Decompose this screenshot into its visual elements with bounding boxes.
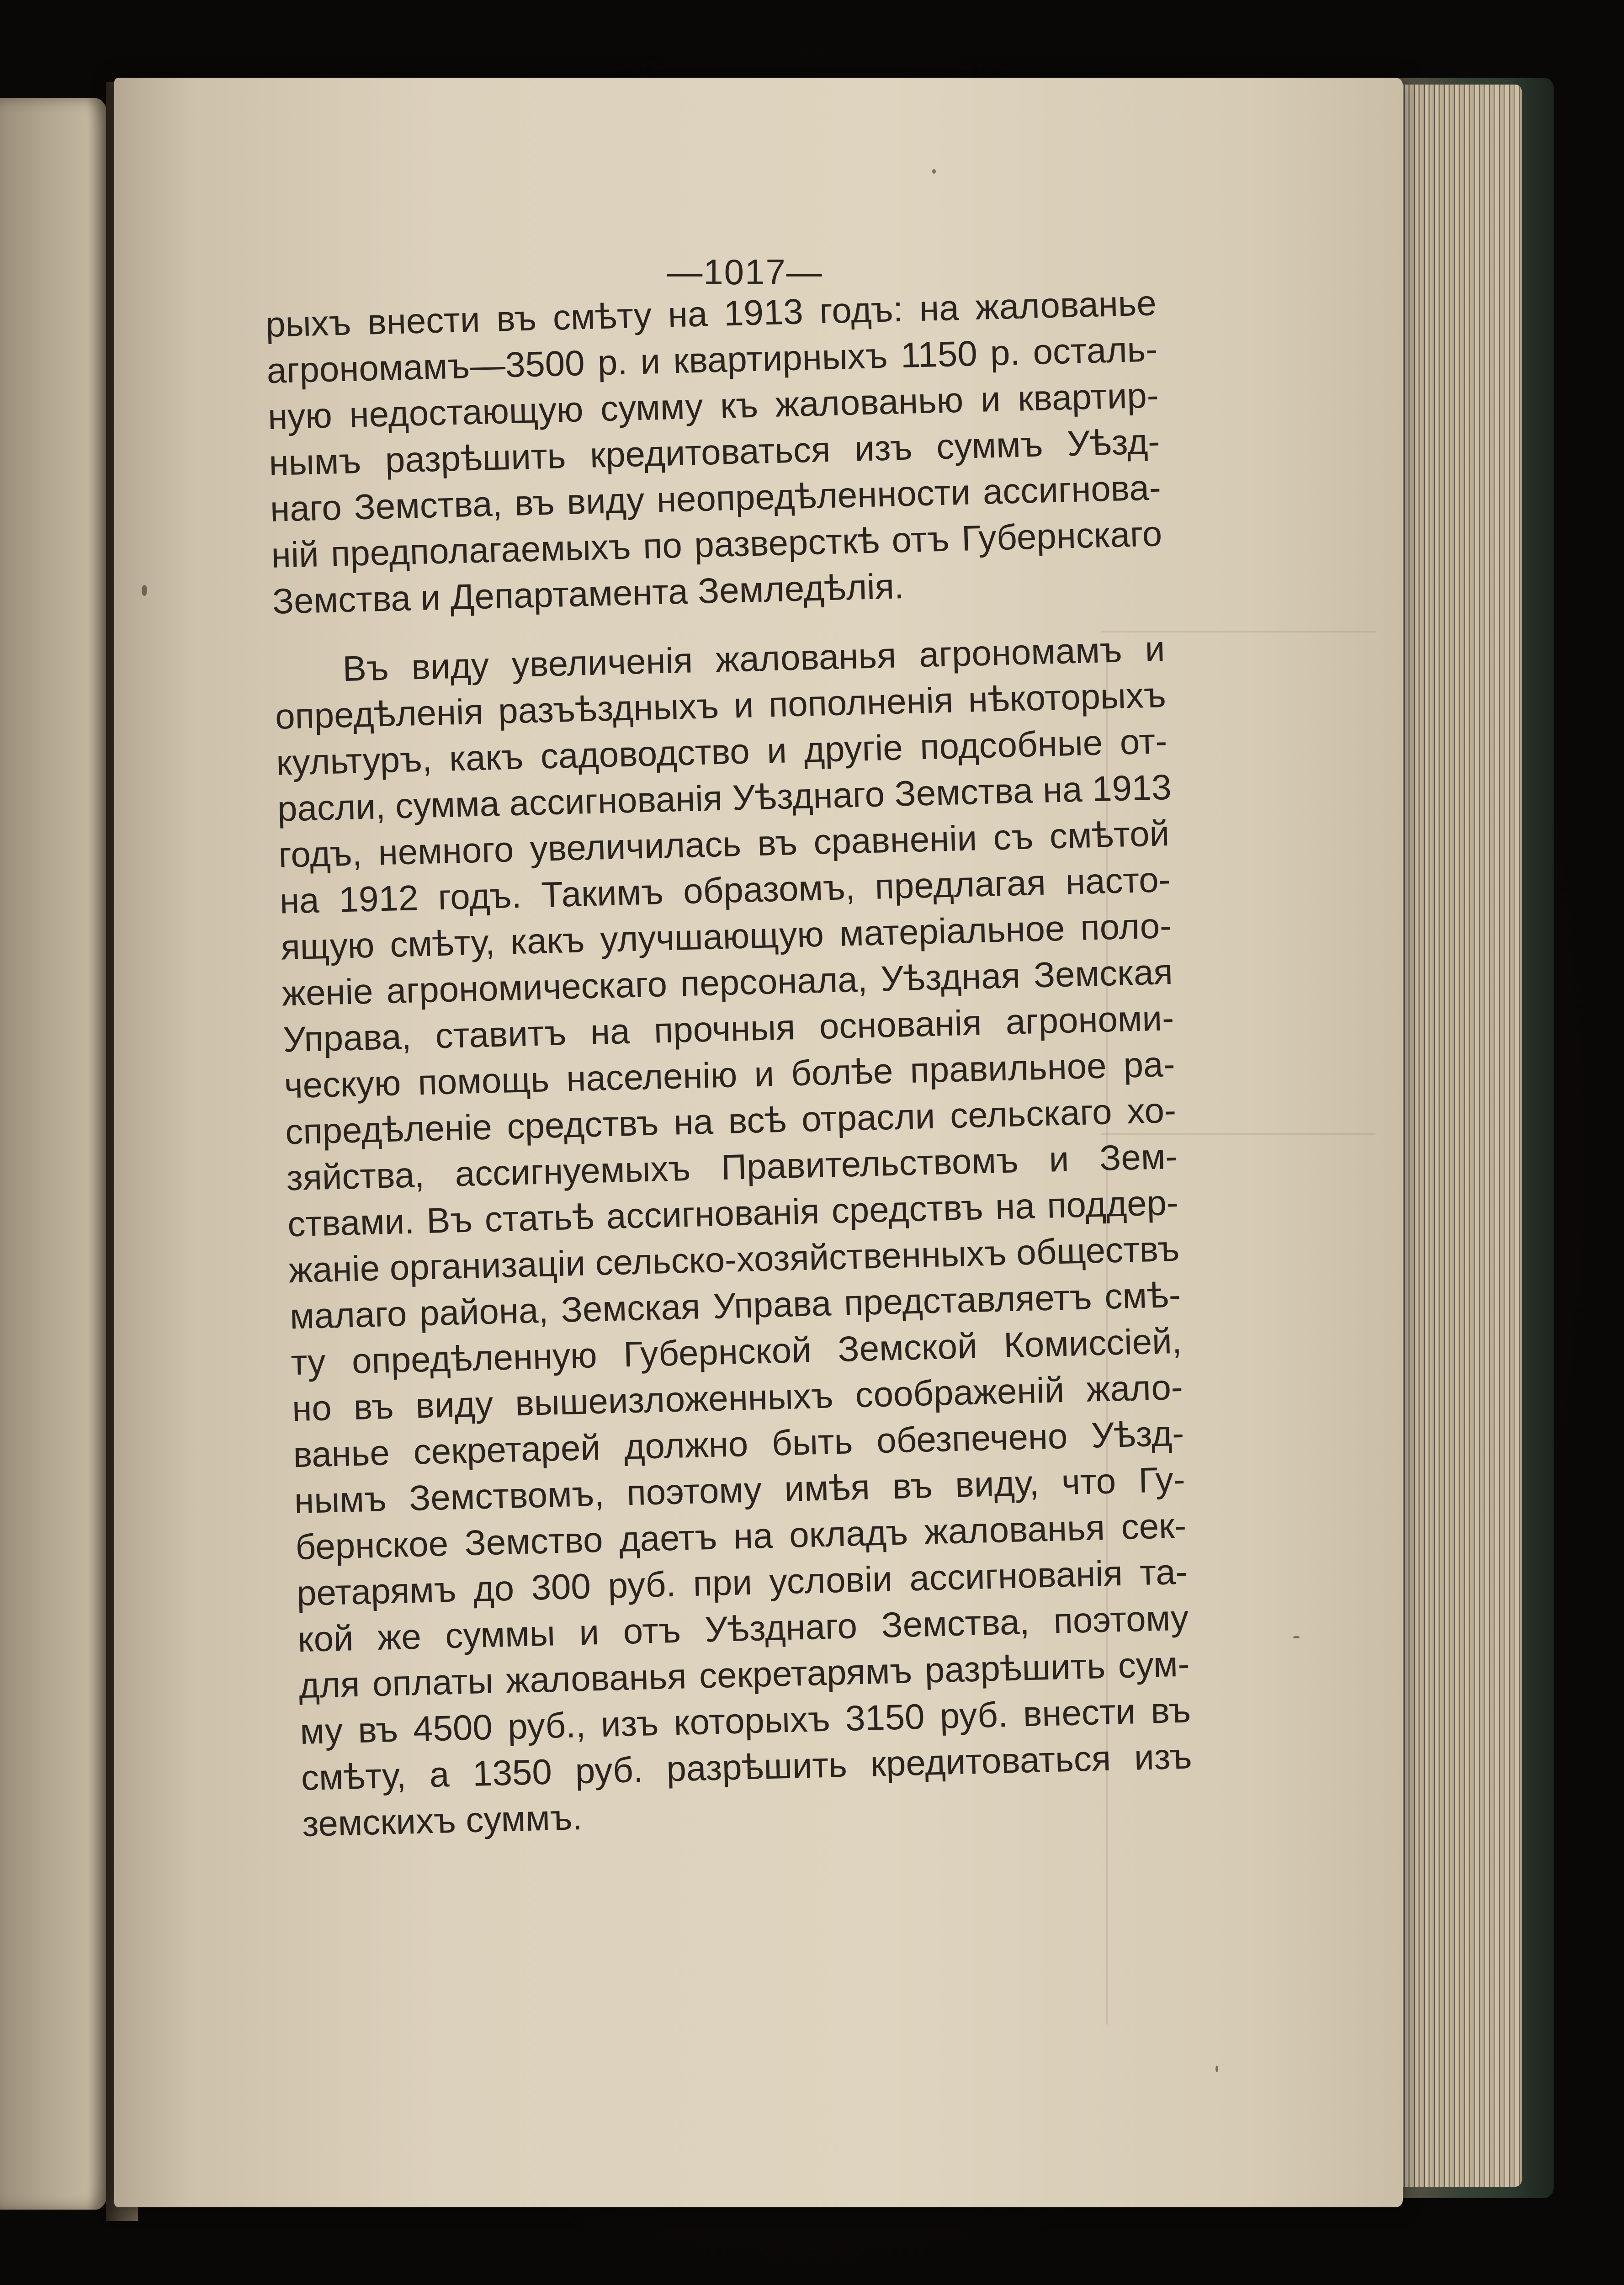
text-line: расли, сумма ассигнованія Уѣзднаго Земства на 1913: [277, 766, 1172, 829]
text-line: ванье секретарей должно быть обезпечено Уѣзд-: [292, 1413, 1185, 1475]
text-line: ствами. Въ статьѣ ассигнованія средствъ на поддер-: [287, 1182, 1179, 1244]
text-line: Земства и Департамента Земледѣлія.: [271, 566, 905, 622]
text-line: Въ виду увеличенія жалованья агрономамъ и: [342, 628, 1166, 689]
text-line: на 1912 годъ. Такимъ образомъ, предлагая насто-: [279, 859, 1171, 921]
text-line: ту опредѣленную Губернской Земской Комиссіей,: [290, 1320, 1183, 1383]
text-line: нымъ Земствомъ, поэтому имѣя въ виду, что Гу-: [294, 1459, 1186, 1521]
page-stack-edge: [1385, 85, 1522, 2187]
text-line: годъ, немного увеличилась въ сравненіи съ смѣтой: [278, 813, 1170, 875]
text-line: зяйства, ассигнуемыхъ Правительствомъ и Зем-: [286, 1136, 1178, 1198]
text-line: смѣту, а 1350 руб. разрѣшить кредитоваться изъ: [300, 1736, 1193, 1798]
text-line: наго Земства, въ виду неопредѣленности ассигнова-: [270, 467, 1162, 529]
text-line: нымъ разрѣшить кредитоваться изъ суммъ Уѣзд-: [268, 421, 1161, 483]
page-number: —1017—: [667, 252, 823, 292]
text-line: бернское Земство даетъ на окладъ жалованья сек-: [295, 1505, 1187, 1568]
text-line: жаніе организаціи сельско-хозяйственныхъ обществъ: [288, 1228, 1180, 1291]
text-line: женіе агрономическаго персонала, Уѣздная Земская: [281, 951, 1173, 1014]
text-line: культуръ, какъ садоводство и другіе подсобные от-: [276, 721, 1168, 783]
text-line: ческую помощь населенію и болѣе правильное ра-: [283, 1043, 1176, 1106]
text-line: для оплаты жалованья секретарямъ разрѣшить сум-: [298, 1643, 1190, 1706]
previous-page-edge: [0, 98, 110, 2210]
book-page: [114, 78, 1403, 2207]
text-line: ній предполагаемыхъ по разверсткѣ отъ Губернскаго: [271, 513, 1163, 575]
text-line: му въ 4500 руб., изъ которыхъ 3150 руб. внести въ: [299, 1690, 1191, 1752]
text-line: рыхъ внести въ смѣту на 1913 годъ: на жалованье: [265, 282, 1157, 345]
text-line: земскихъ суммъ.: [302, 1797, 583, 1844]
text-line: малаго района, Земская Управа представляетъ смѣ-: [289, 1274, 1181, 1337]
paragraph-2: [273, 626, 1194, 1847]
text-line: ретарямъ до 300 руб. при условіи ассигнованія та-: [296, 1551, 1188, 1614]
text-line: опредѣленія разъѣздныхъ и пополненія нѣкоторыхъ: [275, 675, 1167, 737]
paragraph-1: [265, 280, 1164, 624]
text-line: ную недостающую сумму къ жалованью и квартир-: [267, 375, 1159, 437]
text-line: Управа, ставитъ на прочныя основанія агрономи-: [282, 997, 1174, 1060]
text-line: ящую смѣту, какъ улучшающую матеріальное поло-: [280, 905, 1173, 967]
text-line: но въ виду вышеизложенныхъ соображеній жало-: [292, 1366, 1184, 1429]
text-line: спредѣленіе средствъ на всѣ отрасли сельскаго хо-: [285, 1089, 1177, 1152]
body-text: [265, 280, 1194, 1847]
text-line: кой же суммы и отъ Уѣзднаго Земства, поэтому: [297, 1597, 1189, 1660]
text-line: агрономамъ—3500 р. и квартирныхъ 1150 р. осталь-: [266, 329, 1158, 391]
